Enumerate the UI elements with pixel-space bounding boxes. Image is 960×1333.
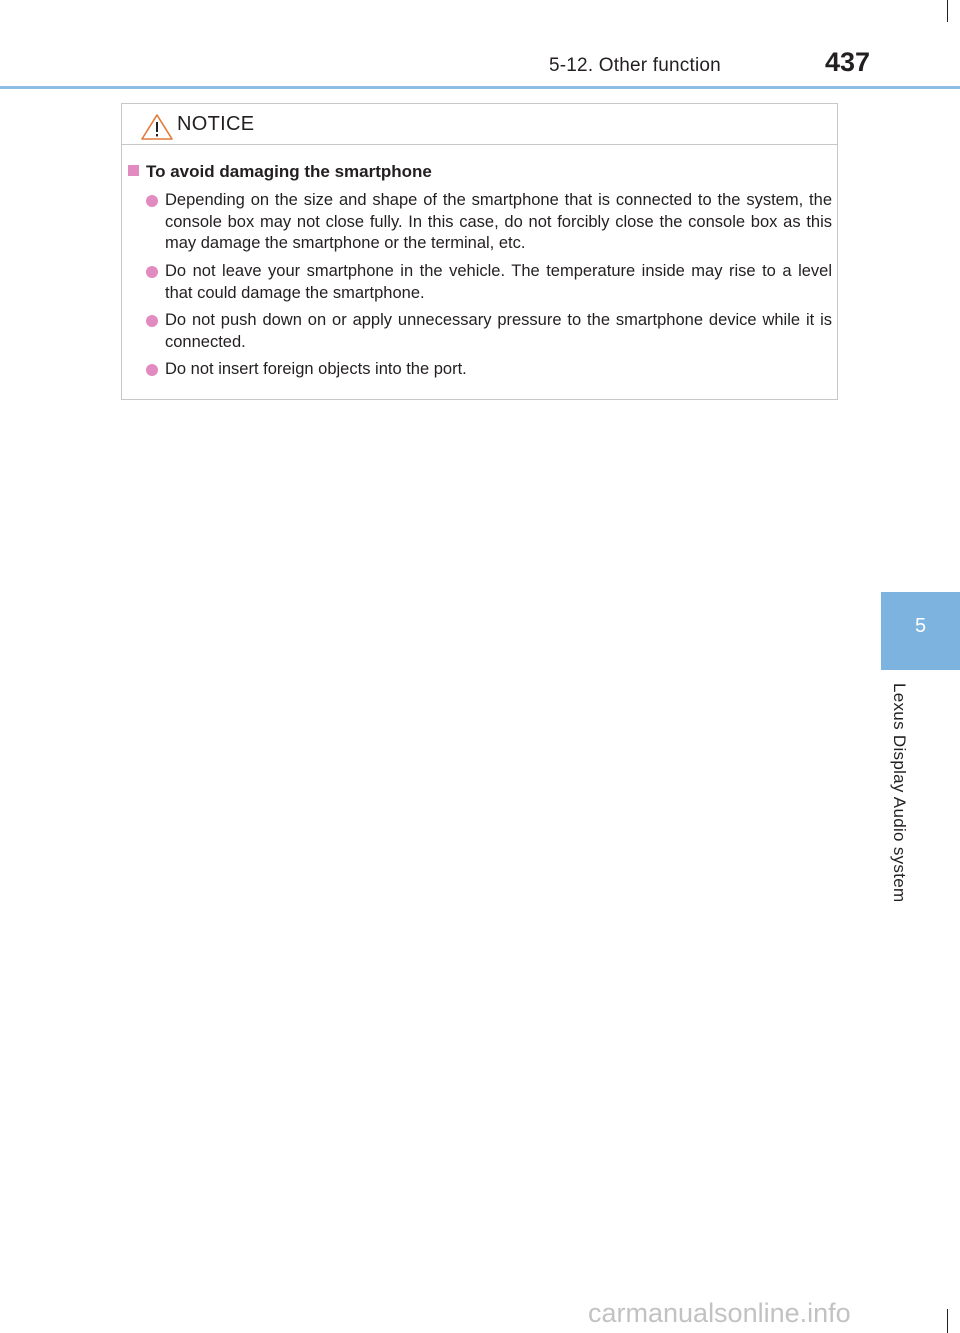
chapter-tab <box>881 592 960 670</box>
watermark: carmanualsonline.info <box>588 1298 851 1328</box>
notice-item-text: Do not leave your smartphone in the vehicle. The temperature inside may rise to a level that could damage the smartphone. <box>165 262 832 302</box>
circle-bullet-icon <box>146 195 158 207</box>
header-rule <box>0 86 960 89</box>
notice-item <box>146 190 832 255</box>
notice-item <box>146 261 832 304</box>
notice-item <box>146 359 832 381</box>
notice-item <box>146 310 832 353</box>
chapter-number: 5 <box>914 615 927 637</box>
circle-bullet-icon <box>146 315 158 327</box>
circle-bullet-icon <box>146 364 158 376</box>
warning-icon <box>140 113 174 141</box>
notice-item-text: Depending on the size and shape of the smartphone that is connected to the system, the console box may not close fully. In this case, do not forcibly close the console box as this may damage the smartphone or the terminal, etc. <box>165 191 832 252</box>
square-bullet-icon <box>128 165 139 176</box>
notice-subheading <box>128 162 432 182</box>
subheading-text: To avoid damaging the smartphone <box>146 162 432 181</box>
page-number: 437 <box>825 47 871 77</box>
notice-box <box>121 103 838 400</box>
notice-header <box>122 104 837 145</box>
notice-item-text: Do not insert foreign objects into the port. <box>165 360 467 378</box>
notice-item-text: Do not push down on or apply unnecessary pressure to the smartphone device while it is connected. <box>165 311 832 351</box>
circle-bullet-icon <box>146 266 158 278</box>
section-title: 5-12. Other function <box>549 55 721 76</box>
chapter-title: Lexus Display Audio system <box>890 683 909 903</box>
notice-title: NOTICE <box>177 113 255 135</box>
crop-mark-top <box>947 0 948 22</box>
crop-mark-bottom <box>947 1309 948 1333</box>
